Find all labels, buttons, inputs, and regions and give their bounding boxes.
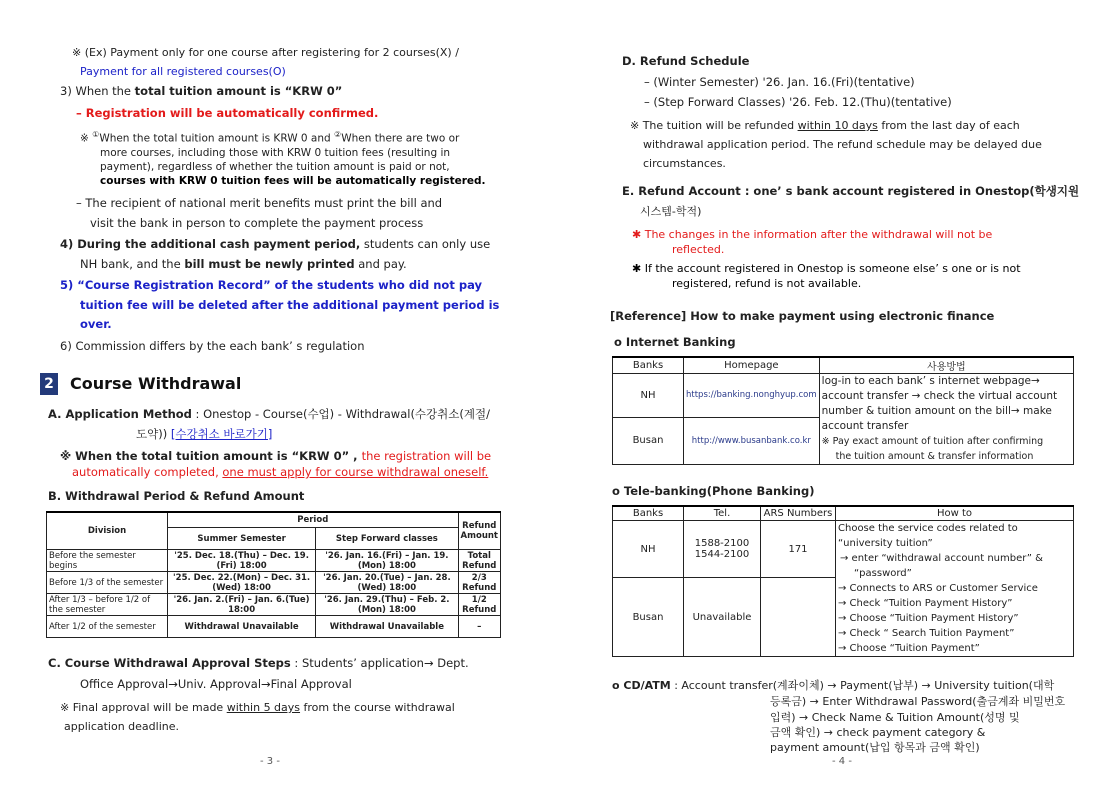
cell-summer: '25. Dec. 18.(Thu) – Dec. 19.(Fri) 18:00	[168, 550, 316, 572]
d-note-line3: circumstances.	[643, 157, 726, 170]
tb-bank-busan: Busan	[613, 578, 684, 657]
note-ex-line2: Payment for all registered courses(O)	[80, 65, 286, 78]
c-note-u: within 5 days	[226, 701, 301, 714]
withdraw-period-table	[46, 511, 501, 638]
tb-how-l2: “university tuition”	[838, 538, 933, 549]
item-3-note-line3: payment), regardless of whether the tuition amount is paid or not,	[100, 160, 450, 173]
item-4-l2c: and pay.	[354, 257, 407, 271]
cd-bold: o CD/ATM	[612, 679, 671, 692]
cd-line4: 금액 확인) → check payment category &	[770, 726, 986, 739]
ib-th-how: 사용방법	[819, 357, 1073, 374]
e-line2: 시스템-학적)	[640, 205, 702, 218]
cell-refund: 1/2 Refund	[458, 594, 500, 616]
a-note-l2b: one must apply for course withdrawal oneself.	[222, 465, 489, 479]
tb-busan-tel: Unavailable	[684, 578, 761, 657]
cd-line3: 입력) → Check Name & Tuition Amount(성명 및	[770, 711, 1020, 724]
internet-banking-title: o Internet Banking	[614, 335, 736, 349]
item-3-note-line1: When the total tuition amount is KRW 0 and	[99, 132, 335, 145]
ib-th-banks: Banks	[613, 357, 684, 374]
tb-bank-nh: NH	[613, 521, 684, 578]
e-rest: : one’ s bank account registered in Onestop(학생지원	[740, 184, 1080, 198]
cell-summer: '26. Jan. 2.(Fri) – Jan. 6.(Tue) 18:00	[168, 594, 316, 616]
c-rest: : Students’ application→ Dept.	[290, 656, 469, 670]
ib-th-homepage: Homepage	[684, 357, 820, 374]
c-bold: C. Course Withdrawal Approval Steps	[48, 656, 291, 670]
circle-2: ②	[334, 130, 342, 139]
a-rest: : Onestop - Course(수업) - Withdrawal(수강취소(계절/	[191, 407, 490, 421]
th-summer: Summer Semester	[168, 528, 316, 550]
merit-line1: – The recipient of national merit benefits must print the bill and	[76, 196, 443, 210]
tb-busan-ars	[761, 578, 836, 657]
cell-step: Withdrawal Unavailable	[316, 616, 458, 638]
e-red-line2: reflected.	[672, 243, 725, 256]
cell-summer: '25. Dec. 22.(Mon) – Dec. 31.(Wed) 18:00	[168, 572, 316, 594]
d-note-a: ※ The tuition will be refunded	[630, 119, 798, 132]
b-title: B. Withdrawal Period & Refund Amount	[48, 489, 305, 503]
a-note-bold: ※ When the total tuition amount is “KRW 0” ,	[60, 449, 362, 463]
item-4-l2a: NH bank, and the	[80, 257, 185, 271]
c-note-line2: application deadline.	[64, 720, 179, 733]
tb-how-l8: → Check “ Search Tuition Payment”	[838, 628, 1015, 639]
tb-th-ars: ARS Numbers	[761, 506, 836, 521]
tele-banking-title: o Tele-banking(Phone Banking)	[612, 484, 815, 498]
tb-how-l9: → Choose “Tuition Payment”	[838, 643, 980, 654]
ib-how-l1: log-in to each bank’ s internet webpage→	[821, 375, 1040, 387]
item-3-note-line2: more courses, including those with KRW 0 tuition fees (resulting in	[100, 146, 451, 159]
item-4-line2	[80, 257, 407, 272]
table-row	[47, 572, 501, 594]
reference-title: [Reference] How to make payment using electronic finance	[610, 309, 995, 323]
c-note-b: from the course withdrawal	[300, 701, 455, 714]
d-note-b: from the last day of each	[877, 119, 1020, 132]
note-mark: ※	[80, 132, 93, 145]
c-note-a: ※ Final approval will be made	[60, 701, 227, 714]
tb-nh-ars: 171	[761, 521, 836, 578]
ib-url-busan[interactable]: http://www.busanbank.co.kr	[684, 417, 820, 464]
th-division: Division	[47, 512, 168, 550]
item-3-prefix: 3) When the	[60, 84, 135, 98]
ib-bank-nh: NH	[613, 374, 684, 418]
item-3-bold: total tuition amount is “KRW 0”	[134, 84, 343, 98]
item-3-note	[80, 128, 505, 188]
d-line1: – (Winter Semester) '26. Jan. 16.(Fri)(tentative)	[644, 75, 915, 89]
e-red-line1	[632, 227, 992, 242]
cell-step: '26. Jan. 20.(Tue) – Jan. 28.(Wed) 18:00	[316, 572, 458, 594]
ib-how-l5: ※ Pay exact amount of tuition after confirming	[821, 436, 1044, 447]
table-row	[47, 550, 501, 572]
item-4-l2-bold: bill must be newly printed	[184, 257, 355, 271]
ib-how-l3: number & tuition amount on the bill→ make	[821, 405, 1052, 417]
circle-1: ①	[92, 130, 100, 139]
section-number: 2	[40, 373, 58, 395]
tb-how-l5: → Connects to ARS or Customer Service	[838, 583, 1038, 594]
item-6: 6) Commission differs by the each bank’ s regulation	[60, 339, 365, 353]
tb-th-tel: Tel.	[684, 506, 761, 521]
cell-step: '26. Jan. 16.(Fri) – Jan. 19.(Mon) 18:00	[316, 550, 458, 572]
tb-nh-tel1: 1588-2100	[694, 538, 750, 549]
item-5-line2: tuition fee will be deleted after the additional payment period is	[80, 298, 500, 312]
tb-how-l6: → Check “Tuition Payment History”	[838, 598, 1013, 609]
cd-rest: : Account transfer(계좌이체) → Payment(납부) → University tuition(대학	[670, 679, 1055, 692]
item-4-line1	[60, 237, 490, 252]
d-note-line1	[630, 118, 1020, 133]
cell-division: Before 1/3 of the semester	[47, 572, 168, 594]
ib-bank-busan: Busan	[613, 417, 684, 464]
d-title: D. Refund Schedule	[622, 54, 750, 68]
item-3-note-line4: courses with KRW 0 tuition fees will be automatically registered.	[100, 174, 486, 187]
cd-line5: payment amount(납입 항목과 금액 확인)	[770, 741, 980, 754]
tb-nh-tel	[684, 521, 761, 578]
tb-how-l7: → Choose “Tuition Payment History”	[838, 613, 1019, 624]
e-red-text: The changes in the information after the withdrawal will not be	[644, 228, 993, 241]
cd-line2: 등록금) → Enter Withdrawal Password(출금계좌 비밀번호	[770, 695, 1066, 708]
note-ex-line1: ※ (Ex) Payment only for one course after registering for 2 courses(X) /	[72, 46, 459, 59]
star-icon: ✱	[632, 228, 642, 241]
d-note-u: within 10 days	[797, 119, 878, 132]
item-3-note-line1b: When there are two or	[341, 132, 460, 145]
e-blk-line1	[632, 261, 1021, 276]
a-bold: A. Application Method	[48, 407, 192, 421]
table-row	[613, 374, 1074, 418]
d-note-line2: withdrawal application period. The refund schedule may be delayed due	[643, 138, 1042, 151]
page-number-right: - 4 -	[832, 756, 852, 767]
tb-nh-tel2: 1544-2100	[694, 549, 750, 560]
cell-summer: Withdrawal Unavailable	[168, 616, 316, 638]
c-note-line1	[60, 700, 455, 715]
a-note-red: the registration will be	[361, 449, 492, 463]
table-row	[613, 521, 1074, 578]
item-3-auto-confirm: – Registration will be automatically confirmed.	[76, 106, 379, 120]
table-row	[47, 616, 501, 638]
tb-th-banks: Banks	[613, 506, 684, 521]
ib-how-cell	[819, 374, 1073, 465]
section-title: Course Withdrawal	[70, 374, 242, 393]
e-blk-text: If the account registered in Onestop is someone else’ s one or is not	[644, 262, 1021, 275]
tb-how-l1: Choose the service codes related to	[838, 523, 1018, 534]
c-line1	[48, 656, 469, 671]
item-3	[60, 84, 342, 99]
cell-division: Before the semester begins	[47, 550, 168, 572]
ib-how-l6: the tuition amount & transfer information	[835, 451, 1034, 462]
cell-refund: –	[458, 616, 500, 638]
tb-how-cell	[836, 521, 1074, 657]
a-note-line2	[72, 465, 488, 480]
a-line1	[48, 407, 490, 422]
d-line2: – (Step Forward Classes) '26. Feb. 12.(Thu)(tentative)	[644, 95, 952, 109]
tb-how-l3: → enter “withdrawal account number” &	[840, 553, 1043, 564]
th-period: Period	[168, 512, 459, 528]
merit-line2: visit the bank in person to complete the payment process	[90, 216, 424, 230]
a-note-line1	[60, 449, 491, 464]
e-line1	[622, 184, 1079, 199]
th-step: Step Forward classes	[316, 528, 458, 550]
a-note-l2a: automatically completed,	[72, 465, 223, 479]
tb-how-l4: “password”	[854, 568, 912, 579]
cell-step: '26. Jan. 29.(Thu) – Feb. 2.(Mon) 18:00	[316, 594, 458, 616]
tele-banking-table	[612, 505, 1074, 657]
cell-refund: Total Refund	[458, 550, 500, 572]
cd-line1	[612, 678, 1054, 693]
cell-division: After 1/3 – before 1/2 of the semester	[47, 594, 168, 616]
cell-division: After 1/2 of the semester	[47, 616, 168, 638]
item-5-line1: 5) “Course Registration Record” of the students who did not pay	[60, 278, 482, 292]
a-line2-text: 도약))	[136, 427, 171, 441]
th-refund: Refund Amount	[458, 512, 500, 550]
tb-th-how: How to	[836, 506, 1074, 521]
a-line2	[136, 427, 272, 442]
cell-refund: 2/3 Refund	[458, 572, 500, 594]
page-number-left: - 3 -	[260, 756, 280, 767]
ib-how-l4: account transfer	[821, 420, 909, 432]
star-icon: ✱	[632, 262, 642, 275]
item-4-rest: students can only use	[360, 237, 491, 251]
item-5-line3: over.	[80, 317, 112, 331]
withdraw-shortcut-link[interactable]: [수강취소 바로가기]	[170, 427, 273, 441]
c-line2: Office Approval→Univ. Approval→Final Approval	[80, 677, 352, 691]
e-blk-line2: registered, refund is not available.	[672, 277, 862, 290]
table-row	[47, 594, 501, 616]
ib-url-nh[interactable]: https://banking.nonghyup.com	[684, 374, 820, 418]
item-4-bold: 4) During the additional cash payment period,	[60, 237, 361, 251]
ib-how-l2: account transfer → check the virtual account	[821, 390, 1058, 402]
internet-banking-table	[612, 356, 1074, 465]
e-bold: E. Refund Account	[622, 184, 741, 198]
